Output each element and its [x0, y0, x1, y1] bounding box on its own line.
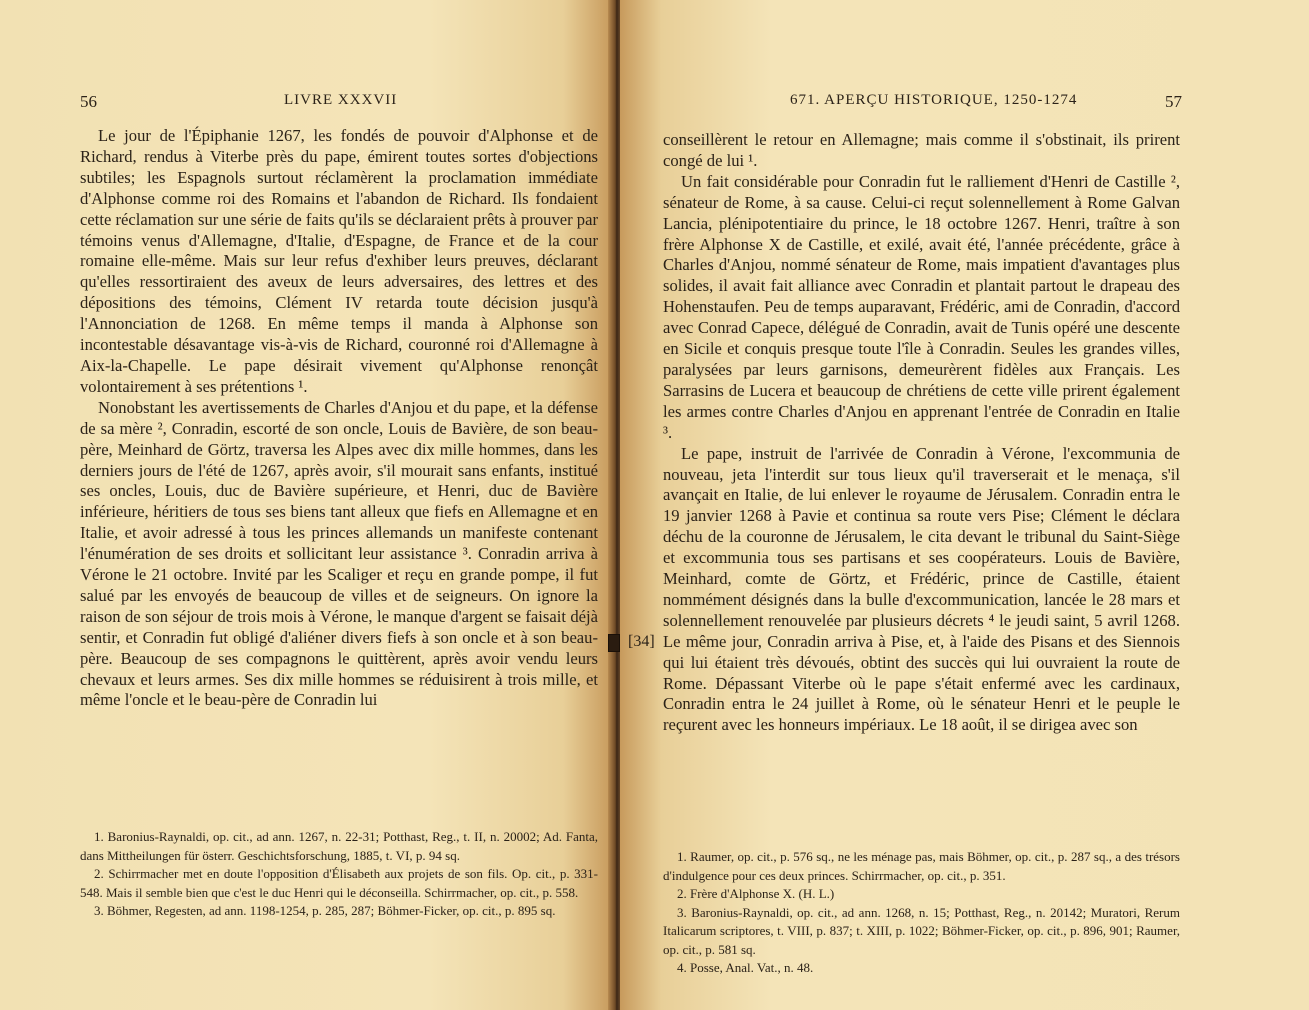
- page-number-left: 56: [80, 92, 97, 111]
- right-page: [620, 0, 1309, 1010]
- footnote: 4. Posse, Anal. Vat., n. 48.: [677, 960, 814, 975]
- paragraph: Le pape, instruit de l'arrivée de Conradin à Vérone, l'excommunia de nouveau, jeta l'interdit sur tous lieux qu'il traverserait et le menaça, s'il avançait en Italie, de lui enlever le royaume de Jérusalem. Conradin entra le 19 janvier 1268 à Pavie et continua sa route vers Pise; Clément le déclara déchu de la couronne de Jérusalem, le cita devant le tribunal du Saint-Siège et excommunia tous ses partisans et ses coopérateurs. Louis de Bavière, Meinhard, comte de Görtz, et Frédéric, prince de Castille, étaient nommément désignés dans la bulle d'excommunication, lancée le 28 mars et solennellement renouvelée par plusieurs décrets ⁴ le jeudi saint, 5 avril 1268. Le même jour, Conradin arriva à Pise, et, à l'aide des Pisans et des Siennois qui lui étaient très dévoués, obtint des succès qui lui ouvraient la route de Rome. Dépassant Viterbe où le pape s'était enfermé avec les cardinaux, Conradin entra le 24 juillet à Rome, où le sénateur Henri et le peuple le reçurent avec les honneurs impériaux. Le 18 août, il se dirigea avec son: [663, 443, 1180, 735]
- paragraph: conseillèrent le retour en Allemagne; mais comme il s'obstinait, ils prirent congé de lui ¹.: [663, 130, 1180, 170]
- footnotes-left: [80, 828, 598, 921]
- paragraph: Un fait considérable pour Conradin fut le ralliement d'Henri de Castille ², sénateur de Rome, à sa cause. Celui-ci reçut solennellement à Rome Galvan Lancia, plénipotentiaire du prince, le 18 octobre 1267. Henri, traître à son frère Alphonse X de Castille, et exilé, avait été, l'année précédente, grâce à Charles d'Anjou, nommé sénateur de Rome, mais impatient d'avantages plus solides, il avait fait alliance avec Conradin et plantait partout le drapeau des Hohenstaufen. Peu de temps auparavant, Frédéric, ami de Conradin, d'accord avec Conrad Capece, délégué de Conradin, avait de Tunis opéré une descente en Sicile et conquis presque toute l'île à Conradin. Seules les grandes villes, paralysées par leurs garnisons, demeurèrent fidèles aux Français. Les Sarrasins de Lucera et beaucoup de chrétiens de cette ville prirent également les armes contre Charles d'Anjou en apprenant l'entrée de Conradin en Italie ³.: [663, 171, 1180, 442]
- main-text-right: [663, 130, 1180, 736]
- page-number-right: 57: [1165, 92, 1182, 111]
- footnotes-right: [663, 848, 1180, 978]
- paragraph: Nonobstant les avertissements de Charles d'Anjou et du pape, et la défense de sa mère ², Conradin, escorté de son oncle, Louis de Bavière, de son beau-père, Meinhard de Görtz, traversa les Alpes avec dix mille hommes, dans les derniers jours de l'été de 1267, après avoir, s'il mourait sans enfants, institué ses oncles, Louis, duc de Bavière supérieure, et Henri, duc de Bavière inférieure, héritiers de tous ses biens tant alleux que fiefs en Allemagne et en Italie, et avoir adressé à tous les princes allemands un manifeste contenant l'énumération de ses droits et sollicitant leur assistance ³. Conradin arriva à Vérone le 21 octobre. Invité par les Scaliger et reçu en grande pompe, il fut salué par les envoyés de beaucoup de villes et de seigneurs. On ignore la raison de son séjour de trois mois à Vérone, le manque d'argent se faisait déjà sentir, et Conradin fut obligé d'aliéner divers fiefs à son oncle et à son beau-père. Beaucoup de ses compagnons le quittèrent, après avoir vendu leurs chevaux et leurs armes. Ses dix mille hommes se réduisirent à trois mille, et même l'oncle et le beau-père de Conradin lui: [80, 397, 598, 710]
- paragraph: Le jour de l'Épiphanie 1267, les fondés de pouvoir d'Alphonse et de Richard, rendus à Viterbe près du pape, émirent toutes sortes d'objections subtiles; les Espagnols surtout réclamèrent la proclamation immédiate d'Alphonse comme roi des Romains et l'abandon de Richard. Ils fondaient cette réclamation sur une série de faits qu'ils se déclaraient prêts à prouver par témoins venus d'Allemagne, d'Italie, d'Espagne, de France et de la cour romaine elle-même. Mais sur leur refus d'exhiber leurs preuves, déclarant qu'elles ressortiraient des aveux de leurs adversaires, des lettres et des dépositions des témoins, Clément IV retarda toute décision jusqu'à l'Annonciation de 1268. En même temps il manda à Alphonse son incontestable désavantage vis-à-vis de Richard, couronné roi d'Allemagne à Aix-la-Chapelle. Le pape désirait vivement qu'Alphonse renonçât volontairement à ses prétentions ¹.: [80, 126, 598, 396]
- footnote: 1. Baronius-Raynaldi, op. cit., ad ann. 1267, n. 22-31; Potthast, Reg., t. II, n. 20002; Ad. Fanta, dans Mittheilungen für österr. Geschichtsforschung, 1885, t. VI, p. 94 sq.: [80, 829, 598, 863]
- left-page: [0, 0, 612, 1010]
- main-text-left: [80, 126, 598, 711]
- footnote: 1. Raumer, op. cit., p. 576 sq., ne les ménage pas, mais Böhmer, op. cit., p. 287 sq., a des trésors d'indulgence pour ces deux princes. Schirrmacher, op. cit., p. 351.: [663, 849, 1180, 883]
- footnote: 2. Schirrmacher met en doute l'opposition d'Élisabeth aux projets de son fils. Op. cit., p. 331-548. Mais il semble bien que c'est le duc Henri qui le déconseilla. Schirrmacher, op. cit., p. 558.: [80, 866, 598, 900]
- running-head-left: LIVRE XXXVII: [284, 92, 398, 108]
- footnote: 2. Frère d'Alphonse X. (H. L.): [677, 886, 835, 901]
- running-head-right: 671. APERÇU HISTORIQUE, 1250-1274: [790, 92, 1078, 108]
- margin-marker: [34]: [628, 633, 655, 650]
- margin-marker-box: [608, 634, 620, 652]
- footnote: 3. Baronius-Raynaldi, op. cit., ad ann. 1268, n. 15; Potthast, Reg., n. 20142; Muratori, Rerum Italicarum scriptores, t. VIII, p. 837; t. XIII, p. 1022; Böhmer-Ficker, op. cit., p. 896, 901; Raumer, op. cit., p. 581 sq.: [663, 904, 1180, 957]
- footnote: 3. Böhmer, Regesten, ad ann. 1198-1254, p. 285, 287; Böhmer-Ficker, op. cit., p. 895 sq.: [94, 903, 556, 918]
